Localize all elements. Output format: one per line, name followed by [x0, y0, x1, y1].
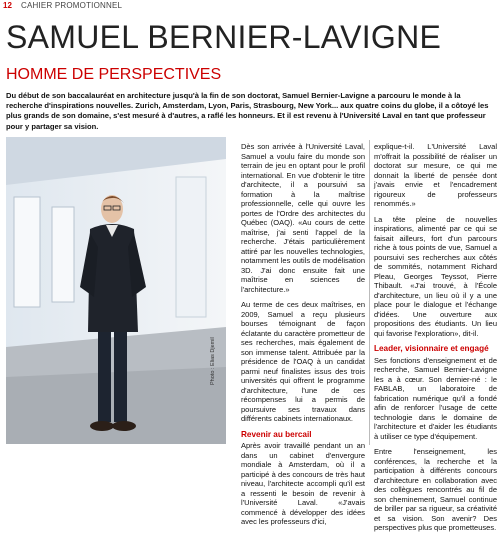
photo-credit: Photo : Elias Djemil — [210, 337, 216, 385]
article-title: SAMUEL BERNIER-LAVIGNE — [6, 19, 442, 55]
paragraph: Après avoir travaillé pendant un an dans un cabinet d'envergure mondiale à Amsterdam, où il a participé à des concours de très haut niveau, l'architecte accompli qu'il est a ressenti le besoin de revenir à l'Université Laval. «J'avais commencé à développer des idées avec les professeurs d'ici, — [241, 441, 365, 526]
paragraph: explique-t-il. L'Université Laval m'offrait la possibilité de réaliser un doctorat sur mesure, ce qui me donnait la liberté de pensée dont j'avais envie et l'encadrement rigoureux de professeurs renommés.» — [374, 142, 497, 208]
paragraph: Ses fonctions d'enseignement et de recherche, Samuel Bernier-Lavigne les a à cœur. Son dernier-né : le FABLAB, un laboratoire de fabrication numérique qu'il a fondé afin de renforcer l'usage de cette technologie dans le domaine de l'architecture et d'aider les étudiants à utiliser ce type d'équipement. — [374, 355, 497, 441]
portrait-photo — [6, 137, 226, 444]
article-column-2 — [374, 142, 497, 539]
page-header — [0, 0, 503, 14]
section-heading: Revenir au bercail — [241, 429, 312, 439]
article-subtitle: HOMME DE PERSPECTIVES — [6, 66, 222, 83]
paragraph: Entre l'enseignement, les conférences, la recherche et la participation à différents concours d'architecture en collaboration avec des collègues rencontrés au fil de son cheminement, Samuel continue de briller par sa rigueur, sa créativité et sa vision. Son avenir? Des perspectives plus que prometteuses. — [374, 447, 497, 532]
lead-paragraph: Du début de son baccalauréat en architecture jusqu'à la fin de son doctorat, Samuel Bernier-Lavigne a parcouru le monde à la recherche d'inspirations nouvelles. Zurich, Amsterdam, Lyon, Paris, Strasbourg, New York... aux quatre coins du globe, il a côtoyé les plus grands de son domaine, s'est mesuré à d'autres, a raflé les honneurs. Et il est revenu à l'Université Laval en tant que professeur pour y partager sa vision. — [6, 91, 489, 131]
paragraph: Au terme de ces deux maîtrises, en 2009, Samuel a reçu plusieurs bourses témoignant de façon éclatante du caractère prometteur de ses recherches, mais également de son immense talent. Attribuée par la présidence de l'OAQ à un candidat parmi neuf finalistes issus des trois universités qui offrent le programme d'architecture, l'une de ces récompenses lui a permis de poursuivre ses travaux dans différents cabinets internationaux. — [241, 300, 365, 423]
column-divider — [369, 140, 370, 445]
paragraph: La tête pleine de nouvelles inspirations, alimenté par ce qui se faisait ailleurs, fort d'un parcours riche à tous points de vue, Samuel a poursuivi ses recherches aux côtés de sommités, notamment Richard Pleau, Georges Teyssot, Pierre Thibault. «J'ai trouvé, à l'École d'architecture, un lieu où il y a une place pour le dialogue et l'échange d'idées. Une ouverture aux propositions des étudiants. Un lieu qui favorise l'exploration», dit-il. — [374, 214, 497, 338]
section-heading: Leader, visionnaire et engagé — [374, 344, 489, 353]
page-number: 12 — [3, 1, 12, 10]
article-column-1 — [241, 142, 365, 533]
section-label: CAHIER PROMOTIONNEL — [21, 1, 123, 10]
paragraph: Dès son arrivée à l'Université Laval, Samuel a voulu faire du monde son terrain de jeu en optant pour le profil international. En vue d'obtenir le titre d'architecte, il a poursuivi sa formation à la maîtrise professionnelle, celle qui ouvre les portes de l'Ordre des architectes du Québec (OAQ). «Au cours de cette maîtrise, j'ai senti l'appel de la recherche. J'étais particulièrement attiré par les nouvelles technologies, notamment les outils de modélisation 3D. J'ai donc ensuite fait une maîtrise en sciences de l'architecture.» — [241, 142, 365, 294]
